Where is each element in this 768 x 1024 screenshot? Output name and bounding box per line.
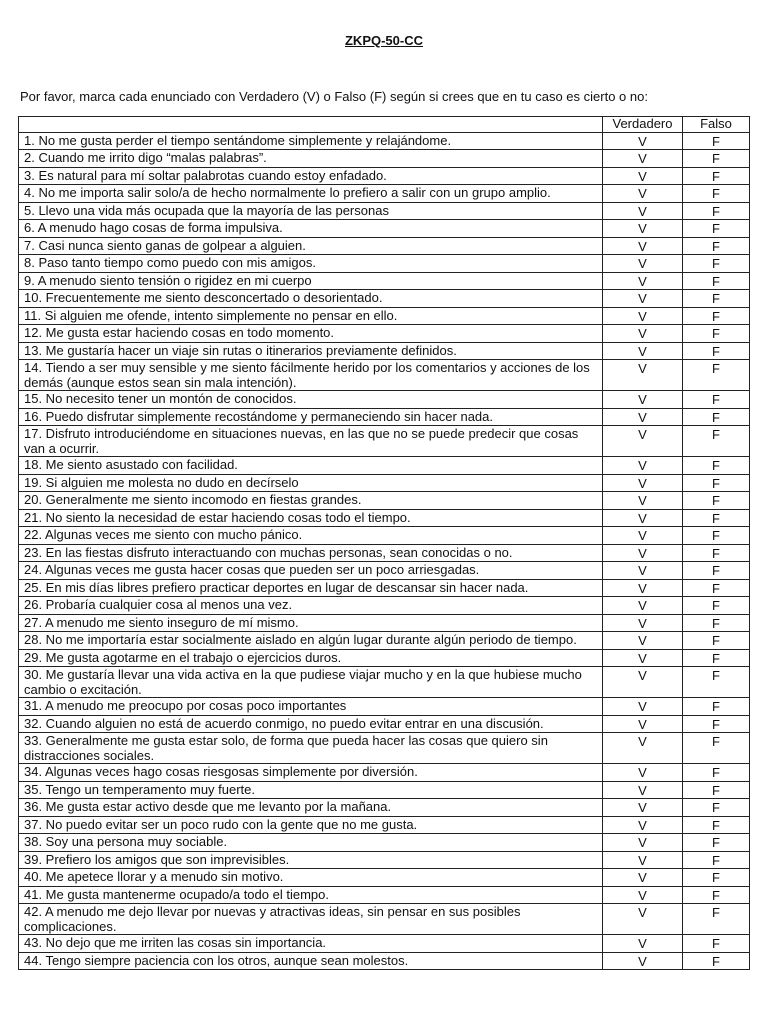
question-text: 26. Probaría cualquier cosa al menos una vez. [19, 597, 603, 615]
table-header-row [19, 117, 750, 133]
table-row [19, 597, 750, 615]
question-text: 43. No dejo que me irriten las cosas sin importancia. [19, 935, 603, 953]
true-option[interactable]: V [603, 935, 683, 953]
true-option[interactable]: V [603, 869, 683, 887]
table-row [19, 935, 750, 953]
question-text: 10. Frecuentemente me siento desconcertado o desorientado. [19, 290, 603, 308]
false-option[interactable]: F [683, 360, 750, 391]
false-option[interactable]: F [683, 391, 750, 409]
table-row [19, 237, 750, 255]
false-option[interactable]: F [683, 886, 750, 904]
false-option[interactable]: F [683, 667, 750, 698]
true-option[interactable]: V [603, 360, 683, 391]
true-option[interactable]: V [603, 886, 683, 904]
question-text: 44. Tengo siempre paciencia con los otros, aunque sean molestos. [19, 952, 603, 970]
true-option[interactable]: V [603, 474, 683, 492]
question-text: 7. Casi nunca siento ganas de golpear a alguien. [19, 237, 603, 255]
true-option[interactable]: V [603, 391, 683, 409]
false-option[interactable]: F [683, 167, 750, 185]
table-row [19, 764, 750, 782]
table-row [19, 579, 750, 597]
question-text: 2. Cuando me irrito digo “malas palabras”. [19, 150, 603, 168]
question-text: 14. Tiendo a ser muy sensible y me siento fácilmente herido por los comentarios y acciones de los demás (aunque estos sean sin mala intención). [19, 360, 603, 391]
question-text: 6. A menudo hago cosas de forma impulsiva. [19, 220, 603, 238]
question-text: 1. No me gusta perder el tiempo sentándome simplemente y relajándome. [19, 132, 603, 150]
table-row [19, 733, 750, 764]
question-text: 32. Cuando alguien no está de acuerdo conmigo, no puedo evitar entrar en una discusión. [19, 715, 603, 733]
true-option[interactable]: V [603, 202, 683, 220]
false-option[interactable]: F [683, 764, 750, 782]
question-text: 34. Algunas veces hago cosas riesgosas simplemente por diversión. [19, 764, 603, 782]
false-option[interactable]: F [683, 799, 750, 817]
true-option[interactable]: V [603, 492, 683, 510]
table-row [19, 614, 750, 632]
table-row [19, 150, 750, 168]
question-text: 37. No puedo evitar ser un poco rudo con la gente que no me gusta. [19, 816, 603, 834]
table-row [19, 834, 750, 852]
table-row [19, 781, 750, 799]
true-option[interactable]: V [603, 614, 683, 632]
true-option[interactable]: V [603, 834, 683, 852]
false-option[interactable]: F [683, 426, 750, 457]
true-option[interactable]: V [603, 457, 683, 475]
table-row [19, 886, 750, 904]
false-option[interactable]: F [683, 952, 750, 970]
question-text: 40. Me apetece llorar y a menudo sin motivo. [19, 869, 603, 887]
table-row [19, 632, 750, 650]
question-text: 27. A menudo me siento inseguro de mí mismo. [19, 614, 603, 632]
false-option[interactable]: F [683, 614, 750, 632]
table-row [19, 715, 750, 733]
table-row [19, 851, 750, 869]
true-option[interactable]: V [603, 733, 683, 764]
table-row [19, 544, 750, 562]
question-text: 30. Me gustaría llevar una vida activa en la que pudiese viajar mucho y en la que hubiese mucho cambio o excitación. [19, 667, 603, 698]
table-row [19, 342, 750, 360]
false-option[interactable]: F [683, 869, 750, 887]
false-option[interactable]: F [683, 733, 750, 764]
question-column-header [19, 117, 603, 133]
table-row [19, 290, 750, 308]
false-option[interactable]: F [683, 457, 750, 475]
true-option[interactable]: V [603, 509, 683, 527]
true-option[interactable]: V [603, 544, 683, 562]
true-option[interactable]: V [603, 307, 683, 325]
false-option[interactable]: F [683, 272, 750, 290]
false-option[interactable]: F [683, 579, 750, 597]
page-title: ZKPQ-50-CC [344, 33, 423, 48]
question-text: 38. Soy una persona muy sociable. [19, 834, 603, 852]
false-option[interactable]: F [683, 202, 750, 220]
table-row [19, 952, 750, 970]
table-row [19, 426, 750, 457]
table-row [19, 185, 750, 203]
true-option[interactable]: V [603, 851, 683, 869]
question-text: 22. Algunas veces me siento con mucho pánico. [19, 527, 603, 545]
question-text: 9. A menudo siento tensión o rigidez en mi cuerpo [19, 272, 603, 290]
false-option[interactable]: F [683, 544, 750, 562]
question-text: 39. Prefiero los amigos que son imprevisibles. [19, 851, 603, 869]
table-row [19, 492, 750, 510]
true-option[interactable]: V [603, 150, 683, 168]
question-text: 16. Puedo disfrutar simplemente recostándome y permaneciendo sin hacer nada. [19, 408, 603, 426]
true-option[interactable]: V [603, 167, 683, 185]
false-option[interactable]: F [683, 649, 750, 667]
true-option[interactable]: V [603, 632, 683, 650]
false-option[interactable]: F [683, 474, 750, 492]
true-option[interactable]: V [603, 764, 683, 782]
false-option[interactable]: F [683, 325, 750, 343]
false-option[interactable]: F [683, 851, 750, 869]
true-option[interactable]: V [603, 816, 683, 834]
table-row [19, 527, 750, 545]
question-text: 5. Llevo una vida más ocupada que la mayoría de las personas [19, 202, 603, 220]
question-text: 41. Me gusta mantenerme ocupado/a todo el tiempo. [19, 886, 603, 904]
question-text: 15. No necesito tener un montón de conocidos. [19, 391, 603, 409]
question-text: 24. Algunas veces me gusta hacer cosas que pueden ser un poco arriesgadas. [19, 562, 603, 580]
question-text: 4. No me importa salir solo/a de hecho normalmente lo prefiero a salir con un grupo amplio. [19, 185, 603, 203]
true-option[interactable]: V [603, 426, 683, 457]
table-row [19, 799, 750, 817]
table-row [19, 391, 750, 409]
question-text: 3. Es natural para mí soltar palabrotas cuando estoy enfadado. [19, 167, 603, 185]
true-option[interactable]: V [603, 132, 683, 150]
false-option[interactable]: F [683, 408, 750, 426]
instructions: Por favor, marca cada enunciado con Verdadero (V) o Falso (F) según si crees que en tu caso es cierto o no: [20, 89, 648, 104]
table-row [19, 272, 750, 290]
true-option[interactable]: V [603, 781, 683, 799]
true-option[interactable]: V [603, 272, 683, 290]
false-option[interactable]: F [683, 255, 750, 273]
table-row [19, 255, 750, 273]
true-option[interactable]: V [603, 904, 683, 935]
true-option[interactable]: V [603, 597, 683, 615]
false-column-header: Falso [683, 117, 750, 133]
false-option[interactable]: F [683, 834, 750, 852]
false-option[interactable]: F [683, 220, 750, 238]
true-option[interactable]: V [603, 952, 683, 970]
true-option[interactable]: V [603, 290, 683, 308]
table-row [19, 667, 750, 698]
false-option[interactable]: F [683, 698, 750, 716]
false-option[interactable]: F [683, 132, 750, 150]
false-option[interactable]: F [683, 185, 750, 203]
false-option[interactable]: F [683, 904, 750, 935]
table-row [19, 132, 750, 150]
false-option[interactable]: F [683, 150, 750, 168]
false-option[interactable]: F [683, 816, 750, 834]
true-option[interactable]: V [603, 715, 683, 733]
table-row [19, 904, 750, 935]
true-option[interactable]: V [603, 562, 683, 580]
false-option[interactable]: F [683, 237, 750, 255]
question-text: 31. A menudo me preocupo por cosas poco importantes [19, 698, 603, 716]
table-row [19, 325, 750, 343]
false-option[interactable]: F [683, 527, 750, 545]
true-option[interactable]: V [603, 325, 683, 343]
question-text: 19. Si alguien me molesta no dudo en decírselo [19, 474, 603, 492]
table-row [19, 408, 750, 426]
false-option[interactable]: F [683, 597, 750, 615]
question-text: 29. Me gusta agotarme en el trabajo o ejercicios duros. [19, 649, 603, 667]
false-option[interactable]: F [683, 492, 750, 510]
table-row [19, 816, 750, 834]
table-row [19, 202, 750, 220]
question-text: 11. Si alguien me ofende, intento simplemente no pensar en ello. [19, 307, 603, 325]
true-option[interactable]: V [603, 342, 683, 360]
false-option[interactable]: F [683, 342, 750, 360]
question-text: 42. A menudo me dejo llevar por nuevas y atractivas ideas, sin pensar en sus posibles complicaciones. [19, 904, 603, 935]
true-option[interactable]: V [603, 255, 683, 273]
false-option[interactable]: F [683, 307, 750, 325]
true-option[interactable]: V [603, 527, 683, 545]
false-option[interactable]: F [683, 632, 750, 650]
question-text: 8. Paso tanto tiempo como puedo con mis amigos. [19, 255, 603, 273]
question-text: 25. En mis días libres prefiero practicar deportes en lugar de descansar sin hacer nada. [19, 579, 603, 597]
true-option[interactable]: V [603, 237, 683, 255]
question-text: 21. No siento la necesidad de estar haciendo cosas todo el tiempo. [19, 509, 603, 527]
false-option[interactable]: F [683, 935, 750, 953]
question-text: 12. Me gusta estar haciendo cosas en todo momento. [19, 325, 603, 343]
false-option[interactable]: F [683, 290, 750, 308]
false-option[interactable]: F [683, 562, 750, 580]
question-text: 18. Me siento asustado con facilidad. [19, 457, 603, 475]
true-column-header: Verdadero [603, 117, 683, 133]
question-text: 17. Disfruto introduciéndome en situaciones nuevas, en las que no se puede predecir que cosas van a ocurrir. [19, 426, 603, 457]
true-option[interactable]: V [603, 799, 683, 817]
question-text: 36. Me gusta estar activo desde que me levanto por la mañana. [19, 799, 603, 817]
question-text: 20. Generalmente me siento incomodo en fiestas grandes. [19, 492, 603, 510]
table-row [19, 649, 750, 667]
true-option[interactable]: V [603, 649, 683, 667]
table-row [19, 307, 750, 325]
table-row [19, 509, 750, 527]
question-text: 33. Generalmente me gusta estar solo, de forma que pueda hacer las cosas que quiero sin distracciones sociales. [19, 733, 603, 764]
true-option[interactable]: V [603, 579, 683, 597]
true-option[interactable]: V [603, 408, 683, 426]
true-option[interactable]: V [603, 220, 683, 238]
table-row [19, 869, 750, 887]
question-text: 35. Tengo un temperamento muy fuerte. [19, 781, 603, 799]
true-option[interactable]: V [603, 185, 683, 203]
table-row [19, 474, 750, 492]
table-row [19, 457, 750, 475]
table-row [19, 220, 750, 238]
true-option[interactable]: V [603, 667, 683, 698]
question-text: 23. En las fiestas disfruto interactuando con muchas personas, sean conocidas o no. [19, 544, 603, 562]
false-option[interactable]: F [683, 509, 750, 527]
questionnaire-table [18, 116, 750, 970]
question-text: 13. Me gustaría hacer un viaje sin rutas o itinerarios previamente definidos. [19, 342, 603, 360]
false-option[interactable]: F [683, 715, 750, 733]
false-option[interactable]: F [683, 781, 750, 799]
table-row [19, 698, 750, 716]
question-list [19, 132, 750, 970]
table-row [19, 167, 750, 185]
question-text: 28. No me importaría estar socialmente aislado en algún lugar durante algún periodo de tiempo. [19, 632, 603, 650]
table-row [19, 360, 750, 391]
table-row [19, 562, 750, 580]
true-option[interactable]: V [603, 698, 683, 716]
